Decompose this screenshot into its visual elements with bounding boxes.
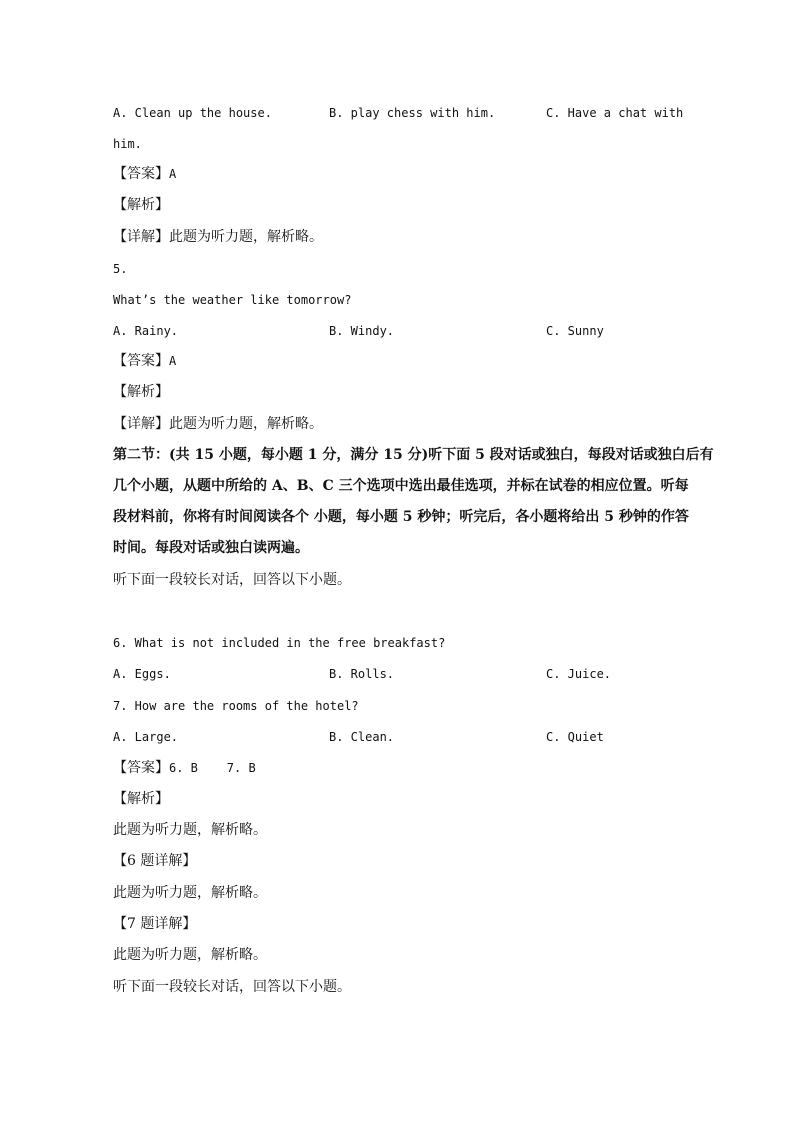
q4-answer [113, 165, 176, 184]
q5-number: 5. [113, 262, 128, 276]
q4-option-a: A. Clean up the house. [113, 106, 272, 120]
q6-detail-text: 此题为听力题，解析略。 [113, 885, 267, 901]
q5-option-a: A. Rainy. [113, 324, 179, 338]
answer-label: 【答案】 [113, 166, 169, 182]
q6-option-c: C. Juice. [546, 667, 612, 681]
answer-value: A [169, 167, 177, 181]
q5-option-b: B. Windy. [329, 324, 395, 338]
q67-answer [113, 759, 256, 778]
q6-detail-label: 【6 题详解】 [113, 853, 197, 869]
q7-option-b: B. Clean. [329, 730, 395, 744]
q5-analysis-label: 【解析】 [113, 384, 169, 400]
q67-analysis-text: 此题为听力题，解析略。 [113, 822, 267, 838]
q6-option-a: A. Eggs. [113, 667, 171, 681]
section2-instructions-line3: 段材料前，你将有时间阅读各个 小题，每小题 5 秒钟；听完后，各小题将给出 5 秒钟的作答 [113, 509, 689, 525]
q5-option-c: C. Sunny [546, 324, 604, 338]
q7-detail-label: 【7 题详解】 [113, 916, 197, 932]
section2-instructions-line1: 第二节：(共 15 小题，每小题 1 分，满分 15 分)听下面 5 段对话或独白，每段对话或独白后有 [113, 447, 714, 463]
q7-detail-text: 此题为听力题，解析略。 [113, 947, 267, 963]
q4-analysis-label: 【解析】 [113, 197, 169, 213]
section2-intro: 听下面一段较长对话，回答以下小题。 [113, 572, 351, 588]
answer-value: 6. B 7. B [169, 761, 256, 775]
q4-option-c: C. Have a chat with [546, 106, 684, 120]
q4-detail: 【详解】此题为听力题，解析略。 [113, 229, 323, 245]
q4-option-b: B. play chess with him. [329, 106, 496, 120]
q6-option-b: B. Rolls. [329, 667, 395, 681]
answer-value: A [169, 354, 177, 368]
q5-question: What’s the weather like tomorrow? [113, 293, 352, 307]
q7-option-a: A. Large. [113, 730, 179, 744]
q7-question: 7. How are the rooms of the hotel? [113, 699, 359, 713]
q67-analysis-label: 【解析】 [113, 791, 169, 807]
q7-option-c: C. Quiet [546, 730, 604, 744]
section2-instructions-line4: 时间。每段对话或独白读两遍。 [113, 540, 309, 556]
q5-answer [113, 352, 176, 371]
q4-option-c-continued: him. [113, 137, 142, 151]
answer-label: 【答案】 [113, 353, 169, 369]
section2-instructions-line2: 几个小题，从题中所给的 A、B、C 三个选项中选出最佳选项，并标在试卷的相应位置。听每 [113, 478, 689, 494]
answer-label: 【答案】 [113, 760, 169, 776]
q6-question: 6. What is not included in the free breakfast? [113, 636, 446, 650]
q5-detail: 【详解】此题为听力题，解析略。 [113, 416, 323, 432]
next-dialogue-intro: 听下面一段较长对话，回答以下小题。 [113, 979, 351, 995]
